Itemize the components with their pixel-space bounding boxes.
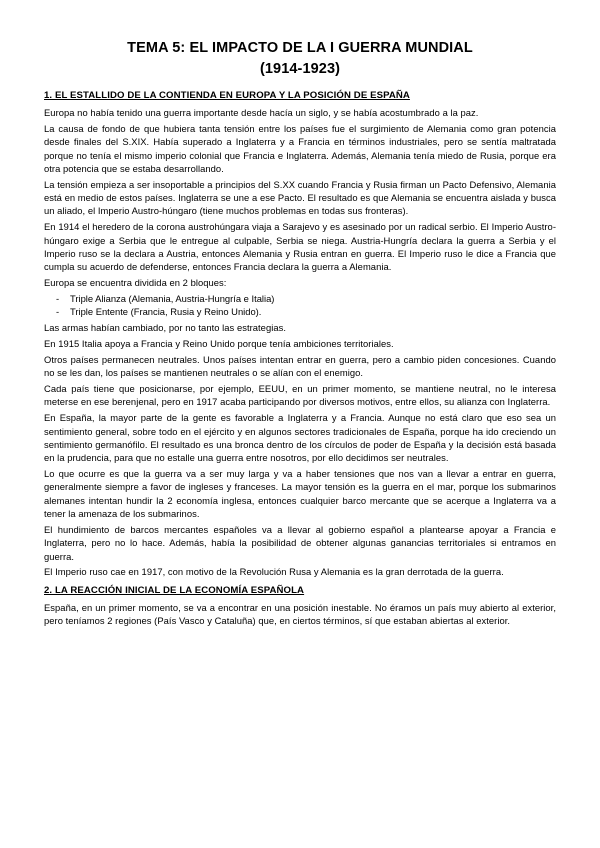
paragraph: El hundimiento de barcos mercantes españoles va a llevar al gobierno español a plantearse apoyar a Francia e Inglaterra, pero no lo hace. Además, había la posibilidad de obtener algunas ganancias territoriales si entramos en guerra. — [44, 523, 556, 562]
page-title-line-1: TEMA 5: EL IMPACTO DE LA I GUERRA MUNDIAL — [127, 40, 473, 56]
list-item — [56, 305, 556, 318]
list-item-label: Triple Alianza (Alemania, Austria-Hungría e Italia) — [70, 292, 275, 304]
list-item — [56, 292, 556, 305]
bullet-list — [44, 292, 556, 319]
dash-icon: - — [56, 306, 60, 318]
paragraph: Cada país tiene que posicionarse, por ejemplo, EEUU, en un primer momento, se mantiene neutral, no le interesa meterse en ese berenjenal, pero en 1917 acaba participando por diversos motivos, entre ellos, su alianza con Inglaterra. — [44, 383, 556, 408]
paragraph: El Imperio ruso cae en 1917, con motivo de la Revolución Rusa y Alemania es la gran derrotada de la guerra. — [44, 566, 504, 578]
paragraph: La causa de fondo de que hubiera tanta tensión entre los países fue el surgimiento de Alemania como gran potencia desde finales del S.XIX. Había superado a Inglaterra y a Francia en términos industriales, pero se sentía maltratada porque no tenía el mismo imperio colonial que Francia e Inglaterra. Además, Alemania tenía miedo de Rusia, porque era otra potencia que se estaba desarrollando. — [44, 122, 556, 174]
page-title — [44, 38, 556, 80]
dash-icon: - — [56, 292, 60, 304]
paragraph: Europa se encuentra dividida en 2 bloques: — [44, 277, 227, 289]
paragraph: Europa no había tenido una guerra importante desde hacía un siglo, y se había acostumbrado a la paz. — [44, 106, 479, 118]
page-title-line-2: (1914-1923) — [259, 61, 341, 78]
section-heading-2: 2. LA REACCIÓN INICIAL DE LA ECONOMÍA ESPAÑOLA — [44, 584, 305, 596]
list-item-label: Triple Entente (Francia, Rusia y Reino Unido). — [70, 306, 262, 318]
paragraph: Lo que ocurre es que la guerra va a ser muy larga y va a haber tensiones que nos van a llevar a entrar en guerra, generalmente siempre a favor de ingleses y franceses. La mayor tensión es la guerra en el mar, porque los submarinos alemanes intentan hundir la 2 economía inglesa, entonces cualquier barco mercante que se acerque a Inglaterra va a tener la amenaza de los submarinos. — [44, 468, 556, 520]
paragraph: Las armas habían cambiado, por no tanto las estrategias. — [44, 322, 287, 334]
paragraph: La tensión empieza a ser insoportable a principios del S.XX cuando Francia y Rusia firman un Pacto Defensivo, Alemania está en medio de estos países. Inglaterra se une a ese Pacto. El resultado es que Alemania se encuentra aislada y busca un aliado, el Imperio Austro-húngaro (tiene muchos problemas en todas sus fronteras). — [44, 178, 556, 217]
paragraph: En España, la mayor parte de la gente es favorable a Inglaterra y a Francia. Aunque no está claro que eso sea un sentimiento general, sobre todo en el ejército y en algunos sectores tradicionales de España, porque ha ido creciendo un sentimiento germanófilo. El resultado es una bronca dentro de los círculos de poder de España y la decisión está basada en la prudencia, para que no estalle una guerra entre nosotros, por ello decidimos ser neutrales. — [44, 412, 556, 464]
paragraph: En 1914 el heredero de la corona austrohúngara viaja a Sarajevo y es asesinado por un radical serbio. El Imperio Austro-húngaro exige a Serbia que le entregue al culpable, Serbia se niega. Austria-Hungría declara la guerra a Serbia y el Imperio ruso se la declara a Austria, entonces Alemania y Rusia entran en guerra. El Imperio ruso le dice a Francia que cumpla su acuerdo de defenderse, entonces Francia declara la guerra a Alemania. — [44, 221, 556, 273]
paragraph: En 1915 Italia apoya a Francia y Reino Unido porque tenía ambiciones territoriales. — [44, 337, 394, 349]
section-heading-1: 1. EL ESTALLIDO DE LA CONTIENDA EN EUROPA Y LA POSICIÓN DE ESPAÑA — [44, 90, 410, 102]
paragraph: España, en un primer momento, se va a encontrar en una posición inestable. No éramos un país muy abierto al exterior, pero teníamos 2 regiones (País Vasco y Cataluña) que, en ciertos términos, sí que estaban abiertas al exterior. — [44, 601, 556, 627]
paragraph: Otros países permanecen neutrales. Unos países intentan entrar en guerra, pero a cambio piden concesiones. Cuando no se les dan, los países se mantienen neutrales o se alían con el enemigo. — [44, 353, 556, 379]
